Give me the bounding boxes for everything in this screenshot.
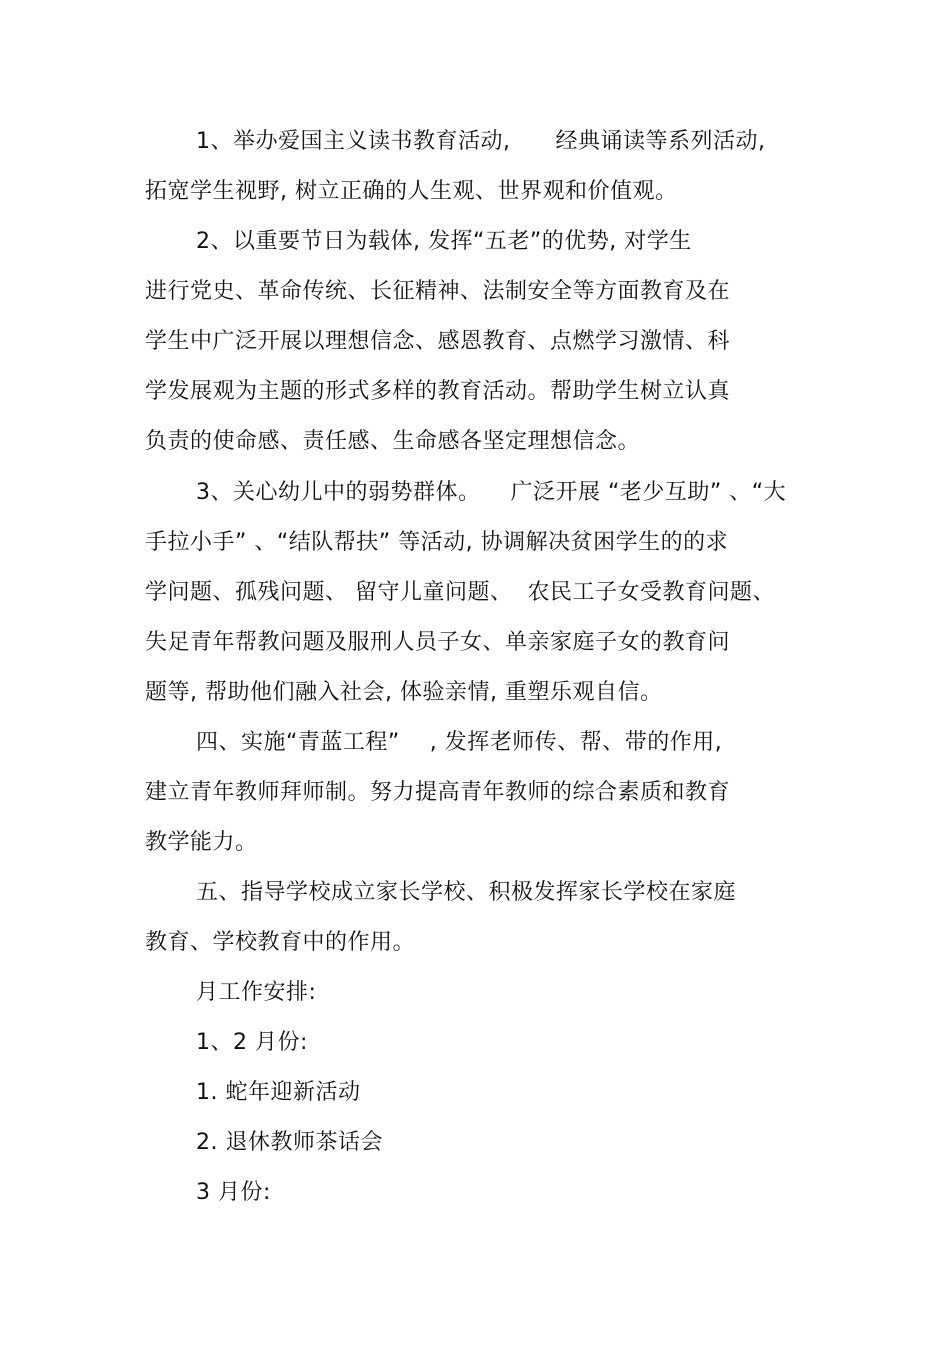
paragraph-line: 拓宽学生视野, 树立正确的人生观、世界观和价值观。 <box>145 179 678 204</box>
paragraph-line: 建立青年教师拜师制。努力提高青年教师的综合素质和教育 <box>145 780 731 805</box>
paragraph-line: 四、实施“青蓝工程” , 发挥老师传、帮、带的作用, <box>196 730 723 755</box>
list-item: 1. 蛇年迎新活动 <box>196 1080 361 1105</box>
paragraph-line: 负责的使命感、责任感、生命感各坚定理想信念。 <box>145 429 641 454</box>
paragraph-line: 3、关心幼儿中的弱势群体。 广泛开展 “老少互助” 、“大 <box>196 480 787 505</box>
paragraph-line: 学生中广泛开展以理想信念、感恩教育、点燃学习激情、科 <box>145 329 731 354</box>
paragraph-line: 教育、学校教育中的作用。 <box>145 930 416 955</box>
paragraph-line: 五、指导学校成立家长学校、积极发挥家长学校在家庭 <box>196 880 737 905</box>
paragraph-line: 题等, 帮助他们融入社会, 体验亲情, 重塑乐观自信。 <box>145 680 663 705</box>
paragraph-line: 失足青年帮教问题及服刑人员子女、单亲家庭子女的教育问 <box>145 630 731 655</box>
paragraph-line: 2、以重要节日为载体, 发挥“五老”的优势, 对学生 <box>196 229 692 254</box>
paragraph-line: 1、举办爱国主义读书教育活动, 经典诵读等系列活动, <box>196 129 766 154</box>
month-heading: 1、2 月份: <box>196 1030 308 1055</box>
section-heading: 月工作安排: <box>196 980 317 1005</box>
paragraph-line: 进行党史、革命传统、长征精神、法制安全等方面教育及在 <box>145 279 731 304</box>
paragraph-line: 学问题、孤残问题、 留守儿童问题、 农民工子女受教育问题、 <box>145 580 775 605</box>
month-heading: 3 月份: <box>196 1180 271 1205</box>
paragraph-line: 教学能力。 <box>145 830 258 855</box>
list-item: 2. 退休教师茶话会 <box>196 1130 383 1155</box>
paragraph-line: 学发展观为主题的形式多样的教育活动。帮助学生树立认真 <box>145 379 731 404</box>
paragraph-line: 手拉小手” 、“结队帮扶” 等活动, 协调解决贫困学生的的求 <box>145 530 729 555</box>
